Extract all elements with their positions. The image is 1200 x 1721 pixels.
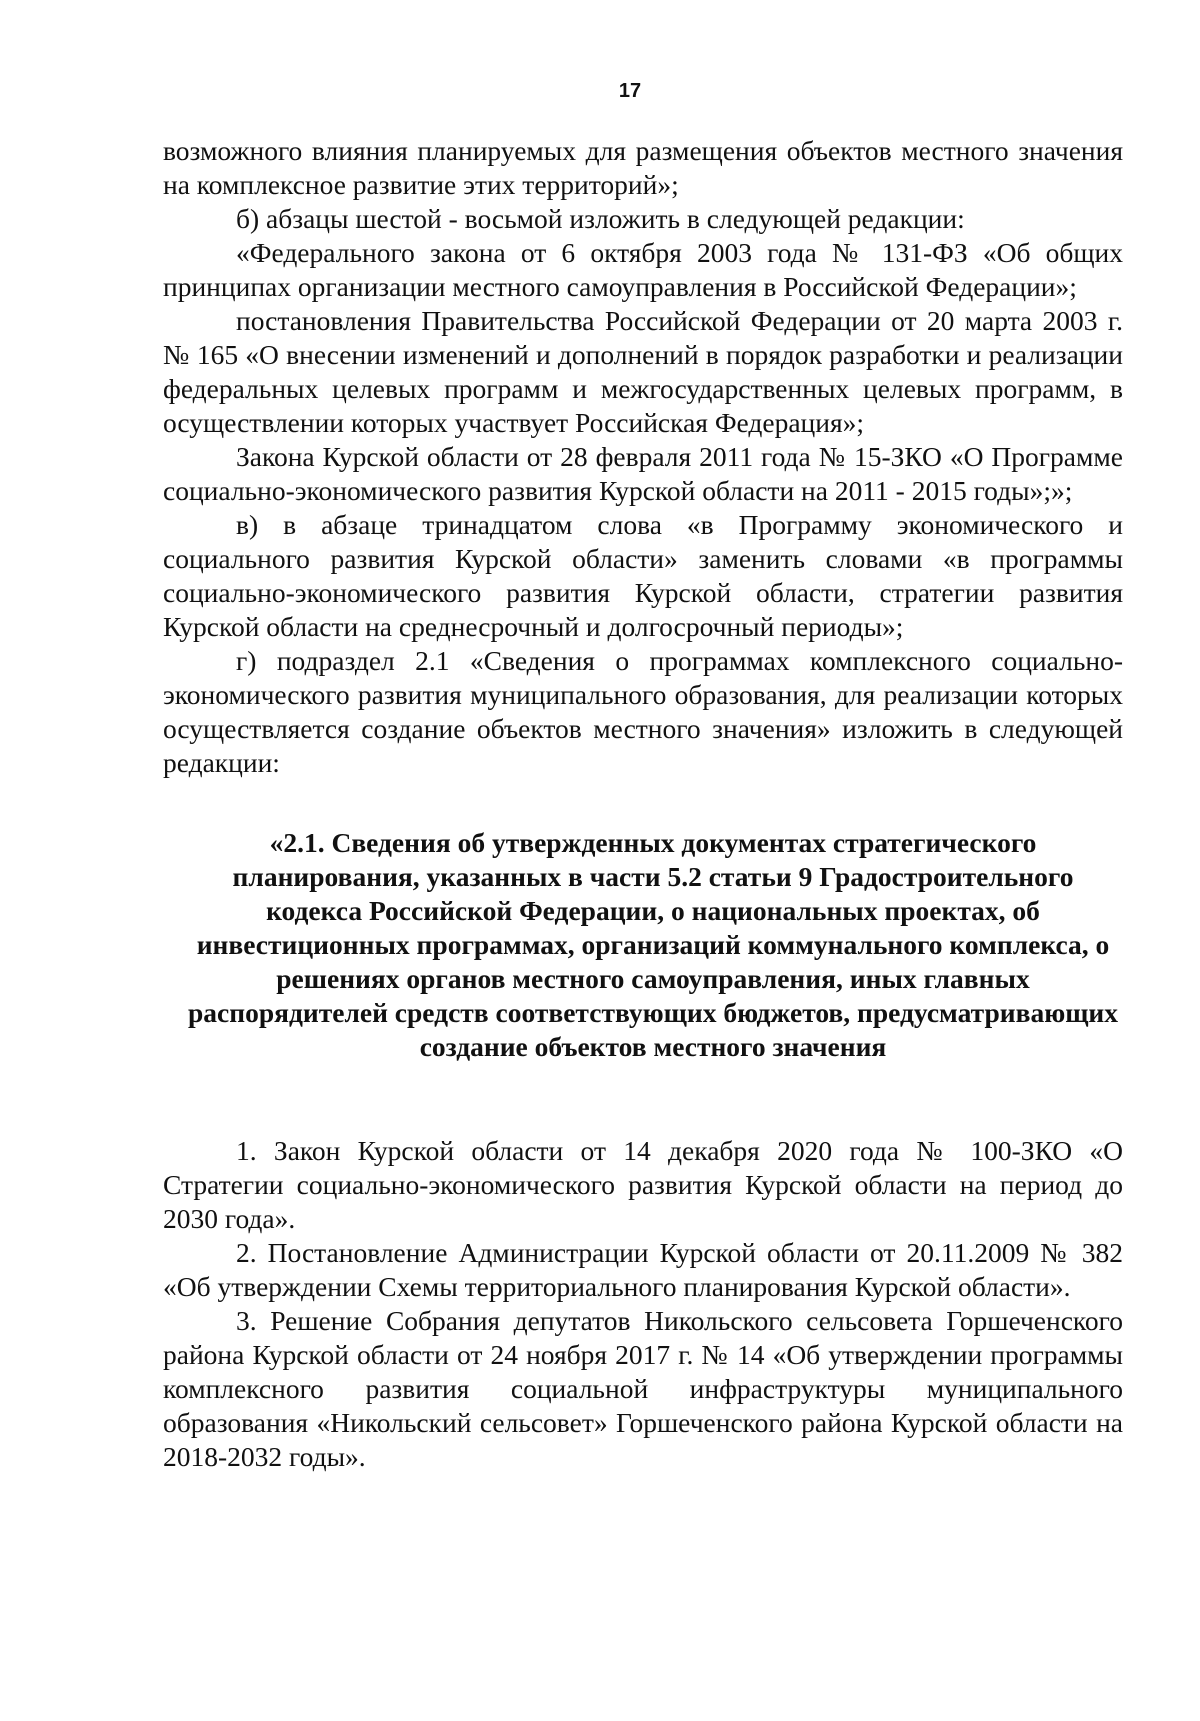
page-number: 17 xyxy=(618,80,642,102)
list-item-2: 2. Постановление Администрации Курской области от 20.11.2009 № 382 «Об утверждении Схемы территориального планирования Курской области». xyxy=(163,1237,1123,1302)
list-item-1: 1. Закон Курской области от 14 декабря 2020 года № 100-ЗКО «О Стратегии социально-экономического развития Курской области на период до 2030 года». xyxy=(163,1135,1123,1234)
list-item-3: 3. Решение Собрания депутатов Никольского сельсовета Горшеченского района Курской области от 24 ноября 2017 г. № 14 «Об утверждении программы комплексного развития социальной инфраструктуры муниципального образования «Никольский сельсовет» Горшеченского района Курской области на 2018-2032 годы». xyxy=(163,1305,1123,1472)
paragraph-v: в) в абзаце тринадцатом слова «в Программу экономического и социального развития Курской области» заменить словами «в программы социально-экономического развития Курской области, стратегии развития Курской области на среднесрочный и долгосрочный периоды»; xyxy=(163,509,1123,642)
paragraph-kursk-law: Закона Курской области от 28 февраля 2011 года № 15-ЗКО «О Программе социально-экономического развития Курской области на 2011 - 2015 годы»;»; xyxy=(163,441,1123,506)
paragraph-continuation: возможного влияния планируемых для размещения объектов местного значения на комплексное развитие этих территорий»; xyxy=(163,135,1123,200)
paragraph-federal-law: «Федерального закона от 6 октября 2003 года № 131-ФЗ «Об общих принципах организации местного самоуправления в Российской Федерации»; xyxy=(163,237,1123,302)
paragraph-government-decree: постановления Правительства Российской Федерации от 20 марта 2003 г. № 165 «О внесении изменений и дополнений в порядок разработки и реализации федеральных целевых программ и межгосударственных целевых программ, в осуществлении которых участвует Российская Федерация»; xyxy=(163,305,1123,438)
section-heading: «2.1. Сведения об утвержденных документах стратегического планирования, указанных в части 5.2 статьи 9 Градостроительного кодекса Российской Федерации, о национальных проектах, об инвестиционных программах, организаций коммунального комплекса, о решениях органов местного самоуправления, иных главных распорядителей средств соответствующих бюджетов, предусматривающих создание объектов местного значения xyxy=(187,827,1119,1062)
paragraph-g: г) подраздел 2.1 «Сведения о программах комплексного социально-экономического развития муниципального образования, для реализации которых осуществляется создание объектов местного значения» изложить в следующей редакции: xyxy=(163,645,1123,778)
document-body xyxy=(163,134,1123,1474)
paragraph-b: б) абзацы шестой - восьмой изложить в следующей редакции: xyxy=(236,203,965,234)
